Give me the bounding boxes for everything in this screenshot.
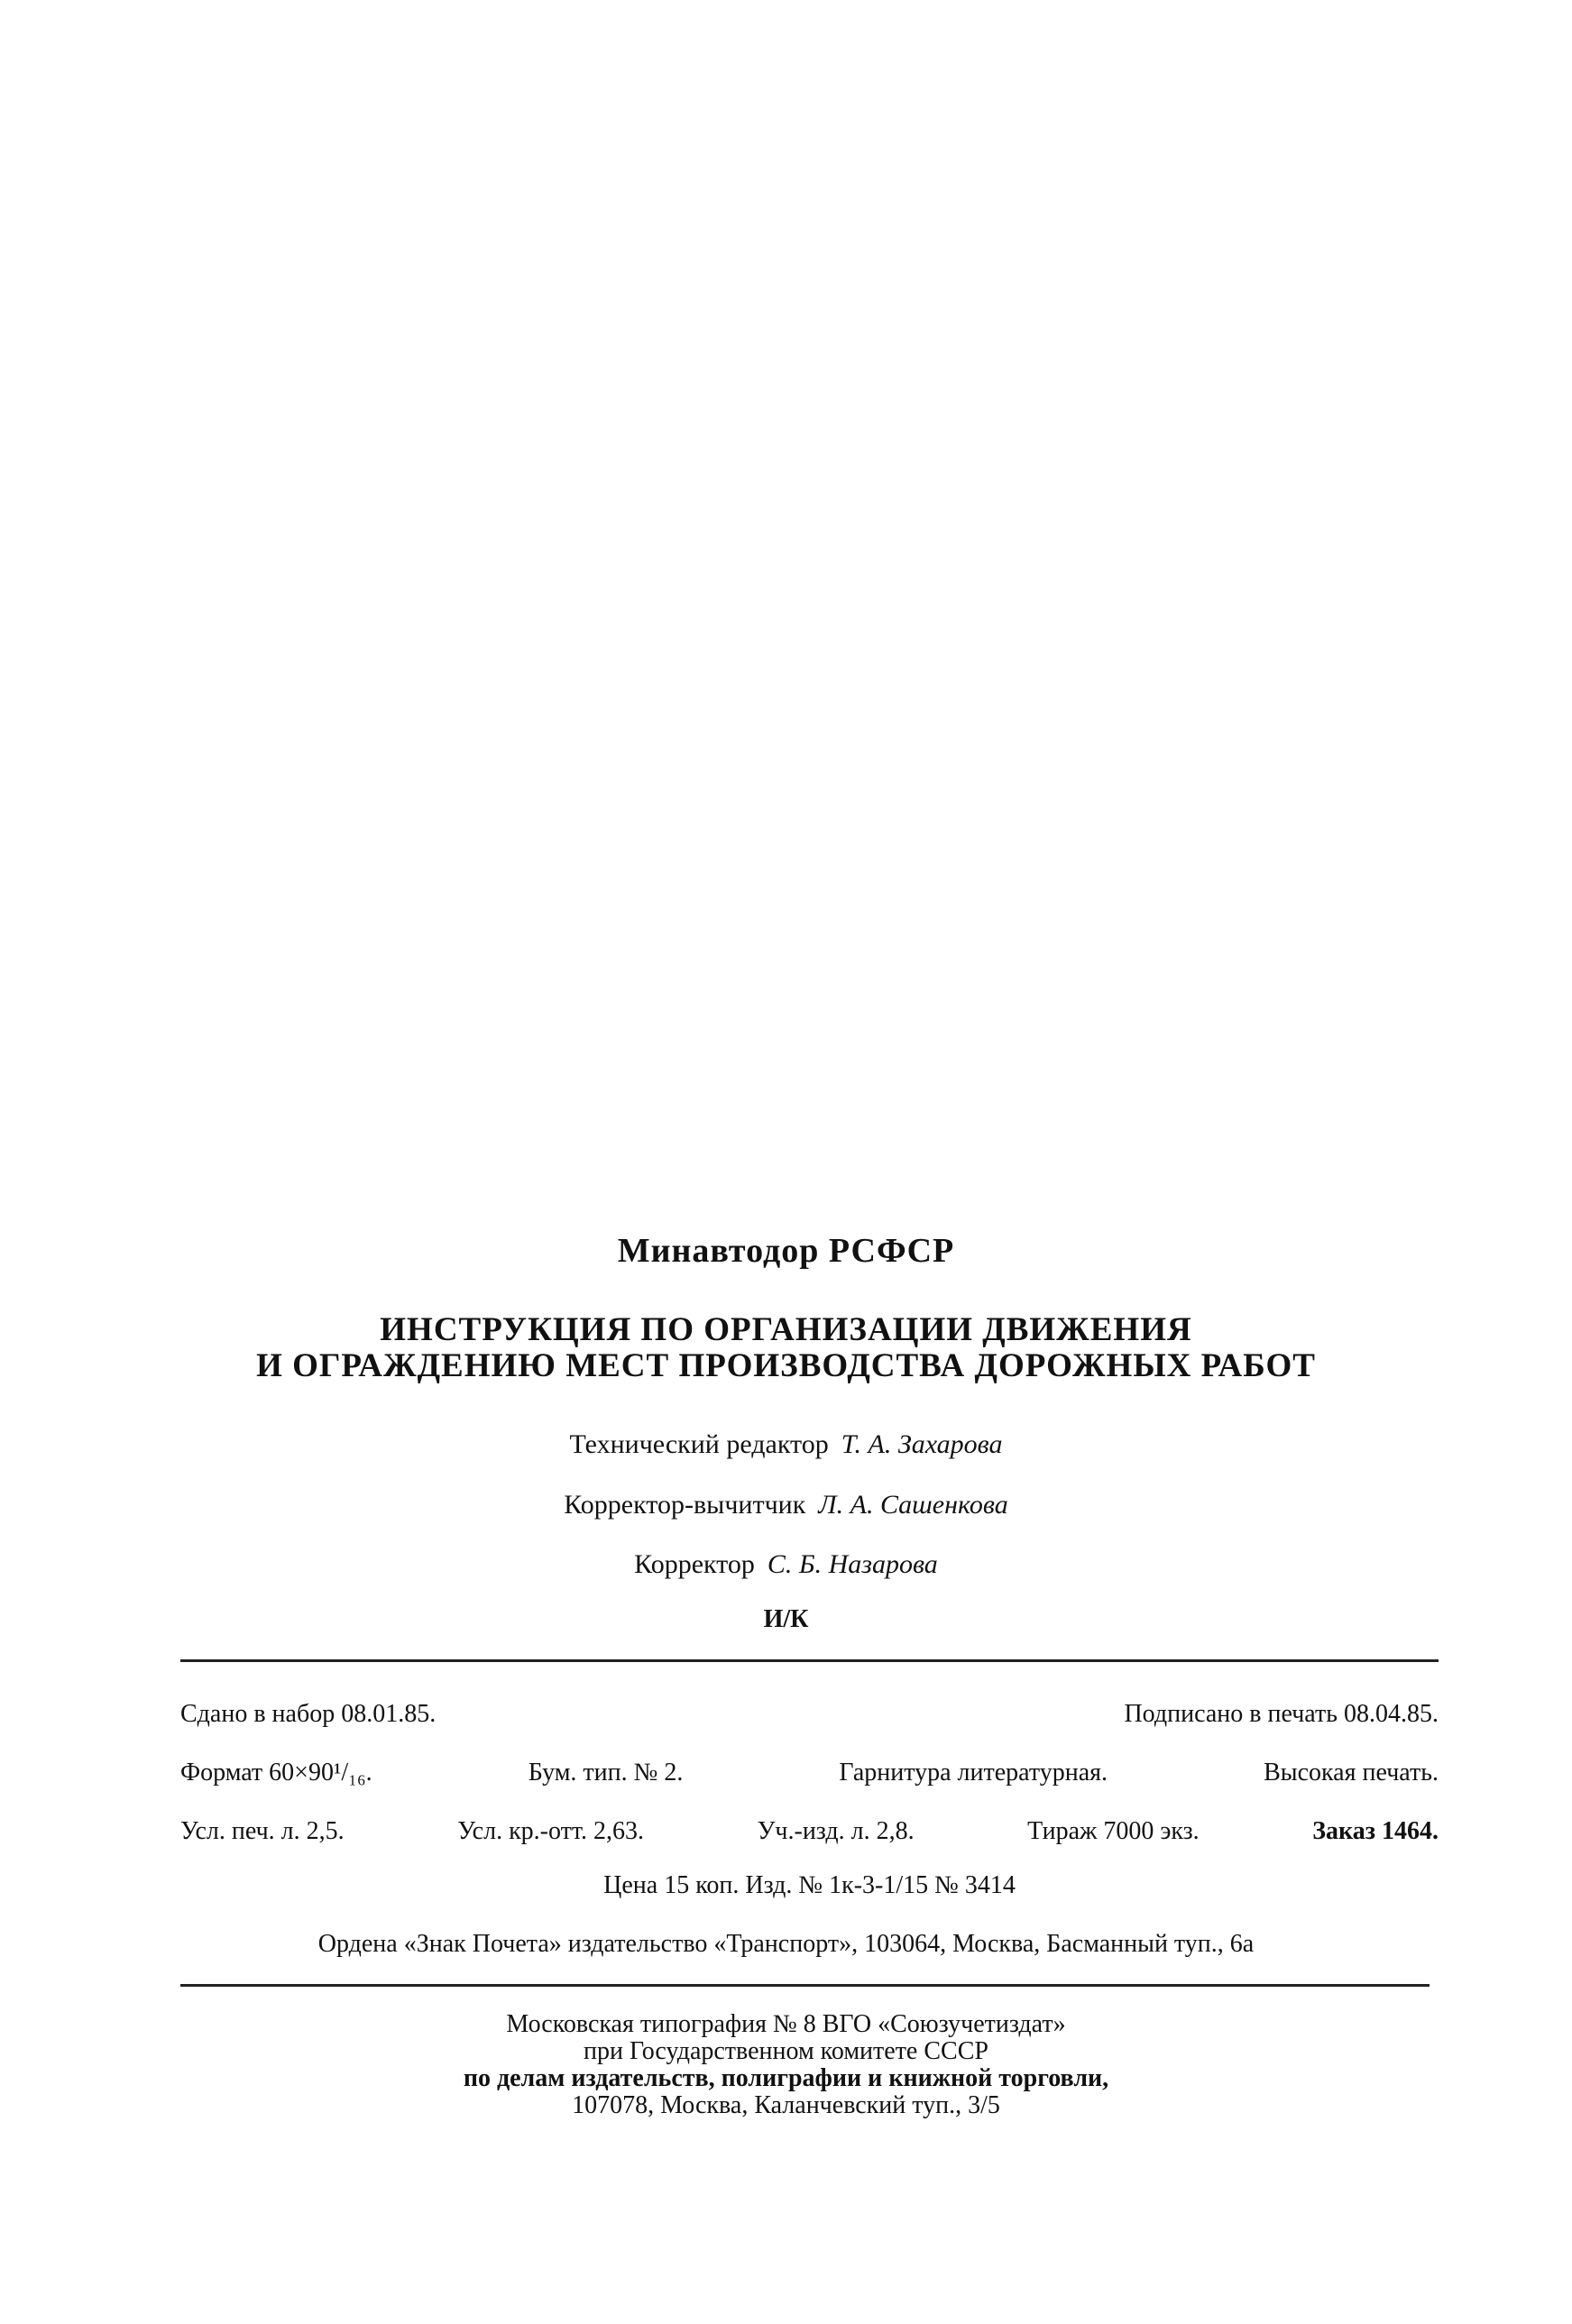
printer-info [0,2011,1572,2119]
publisher-heading: Минавтодор РСФСР [617,1232,955,1270]
imprint-row-dates [180,1700,1439,1729]
imprint-row-volume [180,1817,1439,1846]
printer-line-1: Московская типография № 8 ВГО «Союзучетиздат» [506,2010,1066,2038]
signed-to-print: Подписано в печать 08.04.85. [1124,1700,1439,1728]
index-mark: И/К [763,1605,809,1633]
sent-to-set: Сдано в набор 08.01.85. [180,1700,437,1728]
printer-line-4: 107078, Москва, Каланчевский туп., 3/5 [572,2091,1000,2119]
publishing-sheets: Уч.-изд. л. 2,8. [757,1817,915,1845]
imprint-row-format [180,1759,1439,1787]
printing-method: Высокая печать. [1264,1759,1439,1787]
credit-name: Т. А. Захарова [841,1429,1003,1459]
order-number: Заказ 1464. [1312,1817,1439,1845]
credit-name: Л. А. Сашенкова [818,1490,1008,1520]
printer-line-3: по делам издательств, полиграфии и книжной торговли, [463,2064,1109,2092]
document-title [0,1312,1572,1384]
typeface: Гарнитура литературная. [839,1759,1108,1787]
imprint-row-price [180,1871,1439,1900]
price-line: Цена 15 коп. Изд. № 1к-3-1/15 № 3414 [603,1871,1016,1899]
color-prints: Усл. кр.-отт. 2,63. [457,1817,645,1845]
title-line-2: И ОГРАЖДЕНИЮ МЕСТ ПРОИЗВОДСТВА ДОРОЖНЫХ РАБОТ [256,1347,1316,1384]
format: Формат 60×90¹/₁₆. [180,1759,372,1787]
divider-bottom [180,1984,1430,1987]
credit-name: С. Б. Назарова [767,1549,938,1579]
paper-type: Бум. тип. № 2. [528,1759,684,1787]
credit-technical-editor [0,1429,1572,1460]
divider-top [180,1659,1439,1662]
credit-proofreader [0,1549,1572,1580]
credit-role: Корректор-вычитчик [564,1490,806,1520]
credit-proofreader-checker [0,1490,1572,1520]
publisher-address: Ордена «Знак Почета» издательство «Транспорт», 103064, Москва, Басманный туп., 6а [317,1930,1255,1958]
print-run: Тираж 7000 экз. [1027,1817,1200,1845]
credit-role: Корректор [634,1549,755,1579]
credit-role: Технический редактор [569,1429,829,1459]
printer-line-2: при Государственном комитете СССР [584,2037,988,2065]
print-sheets: Усл. печ. л. 2,5. [180,1817,345,1845]
title-line-1: ИНСТРУКЦИЯ ПО ОРГАНИЗАЦИИ ДВИЖЕНИЯ [380,1311,1192,1348]
